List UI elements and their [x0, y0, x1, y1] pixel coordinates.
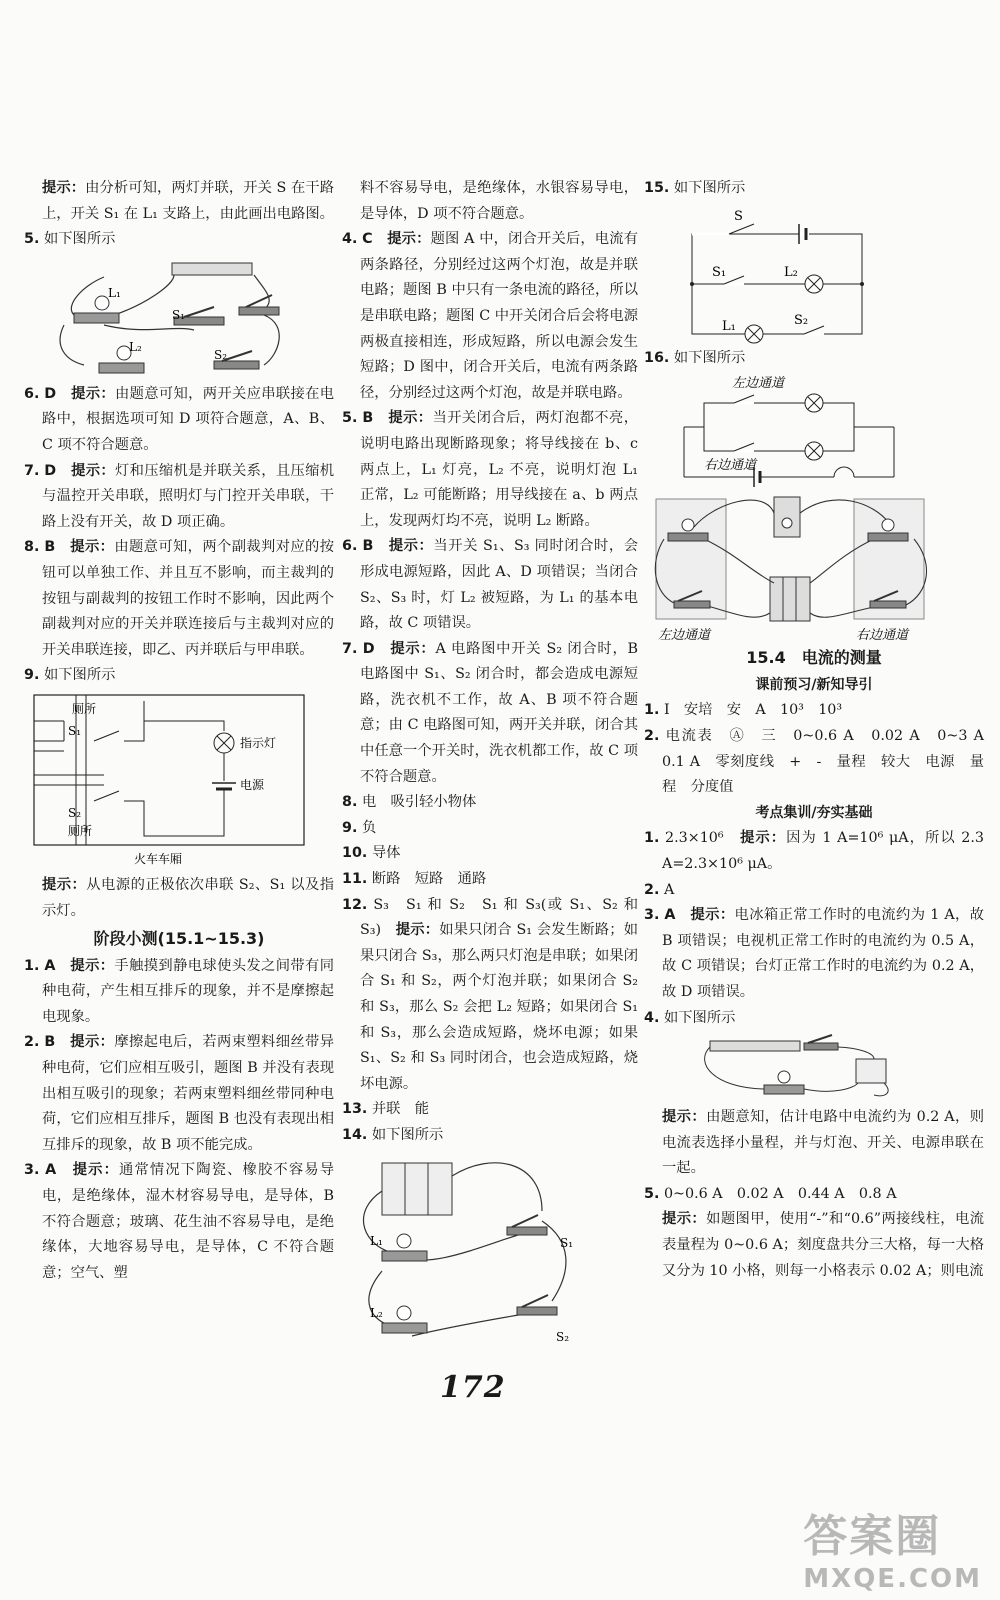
- practice-answer-4-hint: 提示：由题意知，估计电路中电流约为 0.2 A，则电流表选择小量程，并与灯泡、开关、电源串联在一起。: [662, 1109, 984, 1177]
- section-stage-test: 阶段小测(15.1~15.3): [93, 929, 265, 949]
- answer-9: 9. 如下图所示: [24, 667, 116, 684]
- fig15-s2: S₂: [794, 312, 809, 328]
- test-answer-10: 10. 导体: [342, 845, 401, 862]
- test-answer-3: 3. A 提示：通常情况下陶瓷、橡胶不容易导电，是绝缘体，湿木材容易导电，是导体，B 不符合题意；玻璃、花生油不容易导电，是绝缘体，大地容易导电，是导体，C 不符合题意；空气、塑: [24, 1162, 335, 1281]
- test-answer-4: 4. C 提示：题图 A 中，闭合开关后，电流有两条路径，分别经过这两个灯泡，故是并联电路；题图 B 中只有一条电流的路径，所以是串联电路；题图 C 中开关闭合后会将电源两极直接相连，形成短路，所以电源会发生短路；D 图中，闭合开关后，电流有两条路径，分别经过这两个灯泡，故是并联电路。: [342, 231, 639, 401]
- fig14-l2: L₂: [370, 1305, 383, 1320]
- practice-answer-4: 4. 如下图所示: [644, 1009, 736, 1026]
- fig14-s2: S₂: [556, 1329, 570, 1344]
- watermark-logo: 答案圈: [803, 1511, 942, 1562]
- fig15-s: S: [734, 208, 743, 224]
- fig9-lamp: 指示灯: [240, 735, 277, 750]
- figure-5-circuit: [24, 255, 324, 380]
- preview-answer-1: 1. I 安培 安 A 10³ 10³: [644, 702, 843, 719]
- svg-text:S₂: S₂: [214, 347, 228, 362]
- figure-14-circuit: [342, 1151, 622, 1351]
- section-15-4: 15.4 电流的测量: [746, 648, 882, 668]
- test-answer-2: 2. B 提示：摩擦起电后，若两束塑料细丝带异种电荷，它们应相互吸引，题图 B 并没有表现出相互吸引的现象；若两束塑料细丝带同种电荷，它们应相互排斥，题图 B 也没有表现出相互排斥的现象，故 B 项不能完成。: [24, 1034, 335, 1153]
- fig9-caption: 火车车厢: [134, 851, 183, 866]
- column-2: [342, 176, 638, 1353]
- figure-15-circuit: [644, 204, 974, 344]
- page-edge-bleed: [0, 170, 14, 1470]
- fig14-l1: L₁: [370, 1233, 383, 1248]
- answer-5: 5. 如下图所示: [24, 231, 116, 248]
- fig16b-left: 左边通道: [658, 628, 711, 644]
- column-1: [24, 176, 334, 1286]
- fig9-s2: S₂: [68, 805, 82, 820]
- preview-answer-2: 2. 电流表 Ⓐ 三 0~0.6 A 0.02 A 0~3 A 0.1 A 零刻度线 + - 量程 较大 电源 量程 分度值: [644, 727, 999, 796]
- fig16-right: 右边通道: [704, 458, 757, 474]
- column-3: [644, 176, 999, 1284]
- figure-16-schematic: [644, 373, 974, 491]
- subsection-practice: 考点集训/夯实基础: [755, 804, 873, 821]
- answer-9-hint: 提示：从电源的正极依次串联 S₂、S₁ 以及指示灯。: [42, 876, 335, 919]
- test-answer-14: 14. 如下图所示: [342, 1126, 444, 1143]
- fig15-l2: L₂: [784, 264, 798, 280]
- test-answer-5: 5. B 提示：当开关闭合后，两灯泡都不亮，说明电路出现断路现象；将导线接在 b、c 两点上，L₁ 灯亮，L₂ 不亮，说明灯泡 L₁ 正常，L₂ 可能断路；用导线接在 a、b 两点上，发现两灯均不亮，说明 L₂ 断路。: [342, 410, 639, 529]
- answer-7: 7. D 提示：灯和压缩机是并联关系，且压缩机与温控开关串联，照明灯与门控开关串联，干路上没有开关，故 D 项正确。: [24, 462, 335, 530]
- answer-6: 6. D 提示：由题意可知，两开关应串联接在电路中，根据选项可知 D 项符合题意，A、B、C 项不符合题意。: [24, 385, 335, 453]
- fig16b-right: 右边通道: [856, 628, 909, 644]
- page-number: 172: [440, 1370, 506, 1405]
- figure-practice-4-circuit: [644, 1033, 974, 1103]
- figure-9-train-circuit: [24, 691, 314, 871]
- test-answer-9: 9. 负: [342, 819, 377, 836]
- test-answer-13: 13. 并联 能: [342, 1101, 430, 1118]
- test-answer-1: 1. A 提示：手触摸到静电球使头发之间带有同种电荷，产生相互排斥的现象，并不是摩擦起电现象。: [24, 957, 335, 1025]
- svg-text:S₁: S₁: [172, 307, 186, 322]
- fig9-source: 电源: [240, 777, 265, 792]
- watermark: [803, 1500, 982, 1594]
- practice-answer-3: 3. A 提示：电冰箱正常工作时的电流约为 1 A，故 B 项错误；电视机正常工作时的电流约为 0.5 A，故 C 项错误；台灯正常工作时的电流约为 0.2 A，故 D 项错误。: [644, 907, 985, 1000]
- answer-8: 8. B 提示：由题意可知，两个副裁判对应的按钮可以单独工作、并且互不影响，而主裁判的按钮与副裁判的按钮工作时不影响，因此两个副裁判对应的开关并联连接后与主裁判对应的开关串联连接，即乙、丙并联后与甲串联。: [24, 539, 335, 658]
- practice-answer-5-hint: 提示：如题图甲，使用“-”和“0.6”两接线柱，电流表量程为 0~0.6 A；刻度盘共分三大格，每一大格又分为 10 小格，则每一小格表示 0.02 A；则电流: [662, 1211, 985, 1279]
- fig15-l1: L₁: [722, 318, 736, 334]
- fig9-toilet-bottom: 厕所: [68, 823, 93, 838]
- test-answer-16: 16. 如下图所示: [644, 349, 746, 366]
- fig9-toilet-top: 厕所: [72, 701, 97, 716]
- answer-4-hint: 提示：由分析可知，两灯并联，开关 S 在干路上，开关 S₁ 在 L₁ 支路上，由此画出电路图。: [42, 180, 335, 222]
- test-answer-7: 7. D 提示：A 电路图中开关 S₂ 闭合时，B 电路图中 S₁、S₂ 闭合时，都会造成电源短路，洗衣机不工作，故 A、B 项不符合题意；由 C 电路图可知，两开关并联，闭合其中任意一个开关时，洗衣机都工作，故 C 项不符合题意。: [342, 640, 639, 785]
- test-answer-12: 12. S₃ S₁ 和 S₂ S₁ 和 S₃(或 S₁、S₂ 和 S₃) 提示：如果只闭合 S₁ 会发生断路；如果只闭合 S₃，那么两只灯泡是串联；如果闭合 S₁ 和 S₂，两个灯泡并联；如果闭合 S₂ 和 S₃，那么 S₂ 会把 L₂ 短路；如果闭合 S₁ 和 S₃，那么会造成短路，烧坏电源；如果 S₁、S₂ 和 S₃ 同时闭合，也会造成短路，烧坏电源。: [342, 896, 639, 1092]
- practice-answer-5: 5. 0~0.6 A 0.02 A 0.44 A 0.8 A: [644, 1185, 897, 1202]
- practice-answer-1: 1. 2.3×10⁶ 提示：因为 1 A=10⁶ μA，所以 2.3 A=2.3×10⁶ μA。: [644, 830, 985, 872]
- watermark-url: MXQE.COM: [803, 1564, 982, 1594]
- figure-16-physical: [644, 493, 974, 643]
- test-answer-3-continued: 料不容易导电，是绝缘体，水银容易导电，是导体，D 项不符合题意。: [360, 180, 638, 222]
- subsection-preview: 课前预习/新知导引: [755, 676, 873, 693]
- fig14-s1: S₁: [560, 1235, 574, 1250]
- test-answer-6: 6. B 提示：当开关 S₁、S₃ 同时闭合时，会形成电源短路，因此 A、D 项错误；当闭合 S₂、S₃ 时，灯 L₂ 被短路，为 L₁ 的基本电路，故 C 项错误。: [342, 538, 639, 632]
- fig15-s1: S₁: [712, 264, 727, 280]
- fig16-left: 左边通道: [732, 376, 785, 392]
- practice-answer-2: 2. A: [644, 881, 675, 898]
- test-answer-15: 15. 如下图所示: [644, 180, 746, 196]
- test-answer-8: 8. 电 吸引轻小物体: [342, 794, 477, 811]
- svg-text:L₂: L₂: [129, 339, 142, 354]
- fig9-s1: S₁: [68, 723, 82, 738]
- test-answer-11: 11. 断路 短路 通路: [342, 871, 487, 888]
- svg-text:L₁: L₁: [108, 285, 121, 300]
